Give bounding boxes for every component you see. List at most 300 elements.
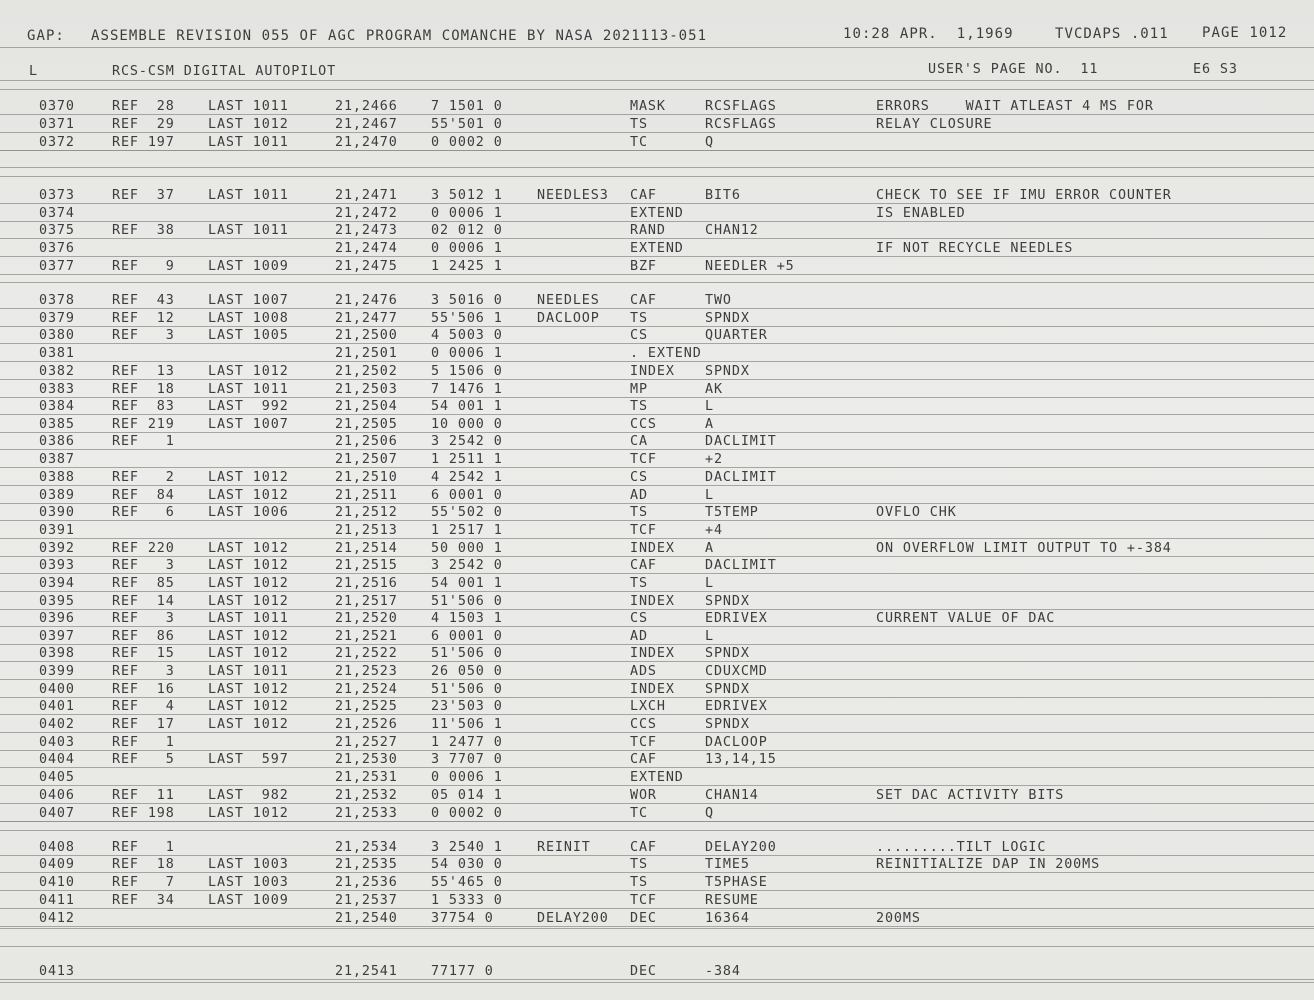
last-ref: LAST 1012 — [208, 646, 289, 661]
memory-address: 21,2527 — [335, 735, 398, 750]
opcode: TS — [630, 857, 648, 872]
line-number: 0387 — [39, 452, 75, 467]
line-number: 0373 — [39, 188, 75, 203]
ref-count: REF 86 — [112, 629, 175, 644]
line-number: 0382 — [39, 364, 75, 379]
ruled-line — [0, 732, 1314, 733]
ruled-line — [0, 47, 1314, 48]
ruled-line — [0, 821, 1314, 822]
octal-word: 0 0006 1 — [431, 241, 503, 256]
ruled-line — [0, 890, 1314, 891]
operand: Q — [705, 806, 714, 821]
line-number: 0405 — [39, 770, 75, 785]
ruled-line — [0, 946, 1314, 947]
operand: A — [705, 417, 714, 432]
ruled-line — [0, 855, 1314, 856]
octal-word: 23'503 0 — [431, 699, 503, 714]
opcode: TS — [630, 311, 648, 326]
operand: SPNDX — [705, 364, 750, 379]
symbol-label: NEEDLES — [537, 293, 600, 308]
octal-word: 1 2425 1 — [431, 259, 503, 274]
line-number: 0393 — [39, 558, 75, 573]
last-ref: LAST 1011 — [208, 223, 289, 238]
last-ref: LAST 1011 — [208, 382, 289, 397]
memory-address: 21,2475 — [335, 259, 398, 274]
ruled-line — [0, 343, 1314, 344]
octal-word: 55'506 1 — [431, 311, 503, 326]
opcode: CCS — [630, 417, 657, 432]
ruled-line — [0, 982, 1314, 983]
opcode: CA — [630, 434, 648, 449]
last-ref: LAST 1005 — [208, 328, 289, 343]
operand: +2 — [705, 452, 723, 467]
ref-count: REF 197 — [112, 135, 175, 150]
opcode: CCS — [630, 717, 657, 732]
opcode: LXCH — [630, 699, 666, 714]
opcode: CAF — [630, 293, 657, 308]
memory-address: 21,2477 — [335, 311, 398, 326]
symbol-label: DACLOOP — [537, 311, 600, 326]
opcode: INDEX — [630, 594, 675, 609]
ref-count: REF 1 — [112, 840, 175, 855]
memory-address: 21,2511 — [335, 488, 398, 503]
ruled-line — [0, 485, 1314, 486]
memory-address: 21,2523 — [335, 664, 398, 679]
ruled-line — [0, 591, 1314, 592]
operand: CDUXCMD — [705, 664, 768, 679]
opcode: . EXTEND — [630, 346, 702, 361]
memory-address: 21,2521 — [335, 629, 398, 644]
ref-count: REF 12 — [112, 311, 175, 326]
ref-count: REF 11 — [112, 788, 175, 803]
ref-count: REF 3 — [112, 664, 175, 679]
ruled-line — [0, 573, 1314, 574]
line-number: 0379 — [39, 311, 75, 326]
line-number: 0407 — [39, 806, 75, 821]
last-ref: LAST 1003 — [208, 875, 289, 890]
octal-word: 51'506 0 — [431, 594, 503, 609]
opcode: RAND — [630, 223, 666, 238]
operand: TWO — [705, 293, 732, 308]
octal-word: 37754 0 — [431, 911, 494, 926]
ref-count: REF 9 — [112, 259, 175, 274]
ref-count: REF 4 — [112, 699, 175, 714]
ref-count: REF 198 — [112, 806, 175, 821]
operand: L — [705, 399, 714, 414]
opcode: EXTEND — [630, 770, 684, 785]
ref-count: REF 3 — [112, 328, 175, 343]
comment: 200MS — [876, 911, 921, 926]
comment: REINITIALIZE DAP IN 200MS — [876, 857, 1101, 872]
operand: Q — [705, 135, 714, 150]
memory-address: 21,2512 — [335, 505, 398, 520]
ref-count: REF 15 — [112, 646, 175, 661]
ruled-line — [0, 449, 1314, 450]
line-number: 0402 — [39, 717, 75, 732]
operand: DACLIMIT — [705, 470, 777, 485]
opcode: TS — [630, 875, 648, 890]
opcode: BZF — [630, 259, 657, 274]
assembly-title: ASSEMBLE REVISION 055 OF AGC PROGRAM COMANCHE BY NASA 2021113-051 — [91, 28, 708, 44]
ruled-line — [0, 926, 1314, 927]
ruled-line — [0, 520, 1314, 521]
ref-count: REF 18 — [112, 382, 175, 397]
octal-word: 77177 0 — [431, 964, 494, 979]
octal-word: 0 0006 1 — [431, 346, 503, 361]
memory-address: 21,2524 — [335, 682, 398, 697]
memory-address: 21,2470 — [335, 135, 398, 150]
last-ref: LAST 1011 — [208, 99, 289, 114]
last-ref: LAST 1012 — [208, 470, 289, 485]
last-ref: LAST 1007 — [208, 293, 289, 308]
operand: DACLOOP — [705, 735, 768, 750]
last-ref: LAST 597 — [208, 752, 289, 767]
memory-address: 21,2510 — [335, 470, 398, 485]
line-number: 0401 — [39, 699, 75, 714]
line-number: 0370 — [39, 99, 75, 114]
ref-count: REF 1 — [112, 434, 175, 449]
opcode: TC — [630, 806, 648, 821]
operand: T5TEMP — [705, 505, 759, 520]
last-ref: LAST 1011 — [208, 611, 289, 626]
ruled-line — [0, 274, 1314, 275]
memory-address: 21,2520 — [335, 611, 398, 626]
octal-word: 7 1476 1 — [431, 382, 503, 397]
memory-address: 21,2541 — [335, 964, 398, 979]
memory-address: 21,2530 — [335, 752, 398, 767]
octal-word: 0 0006 1 — [431, 206, 503, 221]
line-number: 0409 — [39, 857, 75, 872]
opcode: WOR — [630, 788, 657, 803]
symbol-label: NEEDLES3 — [537, 188, 609, 203]
last-ref: LAST 1011 — [208, 188, 289, 203]
last-ref: LAST 1012 — [208, 682, 289, 697]
line-number: 0378 — [39, 293, 75, 308]
memory-address: 21,2506 — [335, 434, 398, 449]
last-ref: LAST 1012 — [208, 558, 289, 573]
section-title: RCS-CSM DIGITAL AUTOPILOT — [112, 64, 337, 79]
line-number: 0411 — [39, 893, 75, 908]
memory-address: 21,2513 — [335, 523, 398, 538]
octal-word: 50 000 1 — [431, 541, 503, 556]
memory-address: 21,2540 — [335, 911, 398, 926]
last-ref: LAST 1012 — [208, 594, 289, 609]
last-ref: LAST 1006 — [208, 505, 289, 520]
octal-word: 4 5003 0 — [431, 328, 503, 343]
opcode: CS — [630, 328, 648, 343]
opcode: DEC — [630, 911, 657, 926]
opcode: TCF — [630, 523, 657, 538]
octal-word: 51'506 0 — [431, 682, 503, 697]
ruled-line — [0, 432, 1314, 433]
last-ref: LAST 1008 — [208, 311, 289, 326]
operand: NEEDLER +5 — [705, 259, 795, 274]
memory-address: 21,2476 — [335, 293, 398, 308]
memory-address: 21,2515 — [335, 558, 398, 573]
opcode: AD — [630, 629, 648, 644]
opcode: EXTEND — [630, 206, 684, 221]
last-ref: LAST 1011 — [208, 135, 289, 150]
operand: L — [705, 576, 714, 591]
octal-word: 05 014 1 — [431, 788, 503, 803]
memory-address: 21,2525 — [335, 699, 398, 714]
symbol-label: DELAY200 — [537, 911, 609, 926]
ruled-line — [0, 626, 1314, 627]
operand: RCSFLAGS — [705, 117, 777, 132]
last-ref: LAST 1012 — [208, 117, 289, 132]
ruled-line — [0, 830, 1314, 831]
operand: AK — [705, 382, 723, 397]
memory-address: 21,2535 — [335, 857, 398, 872]
ruled-line — [0, 80, 1314, 81]
comment: ON OVERFLOW LIMIT OUTPUT TO +-384 — [876, 541, 1172, 556]
operand: SPNDX — [705, 646, 750, 661]
opcode: CAF — [630, 752, 657, 767]
octal-word: 54 001 1 — [431, 576, 503, 591]
opcode: TC — [630, 135, 648, 150]
line-number: 0388 — [39, 470, 75, 485]
octal-word: 3 2542 0 — [431, 558, 503, 573]
ruled-line — [0, 872, 1314, 873]
operand: RCSFLAGS — [705, 99, 777, 114]
ref-count: REF 1 — [112, 735, 175, 750]
ruled-line — [0, 503, 1314, 504]
page-number: PAGE 1012 — [1202, 25, 1288, 41]
operand: DACLIMIT — [705, 558, 777, 573]
operand: 16364 — [705, 911, 750, 926]
line-number: 0375 — [39, 223, 75, 238]
ref-count: REF 13 — [112, 364, 175, 379]
ruled-line — [0, 979, 1314, 980]
ruled-line — [0, 176, 1314, 177]
octal-word: 1 2517 1 — [431, 523, 503, 538]
operand: CHAN14 — [705, 788, 759, 803]
line-number: 0400 — [39, 682, 75, 697]
opcode: AD — [630, 488, 648, 503]
ref-count: REF 14 — [112, 594, 175, 609]
gap-label: GAP: — [27, 28, 65, 44]
octal-word: 3 5012 1 — [431, 188, 503, 203]
memory-address: 21,2522 — [335, 646, 398, 661]
last-ref: LAST 1012 — [208, 806, 289, 821]
opcode: TS — [630, 117, 648, 132]
ref-count: REF 37 — [112, 188, 175, 203]
octal-word: 54 001 1 — [431, 399, 503, 414]
opcode: CS — [630, 470, 648, 485]
ruled-line — [0, 803, 1314, 804]
ruled-line — [0, 908, 1314, 909]
ref-count: REF 3 — [112, 558, 175, 573]
operand: SPNDX — [705, 682, 750, 697]
memory-address: 21,2471 — [335, 188, 398, 203]
octal-word: 11'506 1 — [431, 717, 503, 732]
line-number: 0381 — [39, 346, 75, 361]
ruled-line — [0, 467, 1314, 468]
operand: 13,14,15 — [705, 752, 777, 767]
octal-word: 5 1506 0 — [431, 364, 503, 379]
line-number: 0397 — [39, 629, 75, 644]
memory-address: 21,2473 — [335, 223, 398, 238]
octal-word: 3 7707 0 — [431, 752, 503, 767]
line-number: 0399 — [39, 664, 75, 679]
comment: OVFLO CHK — [876, 505, 957, 520]
ruled-line — [0, 750, 1314, 751]
octal-word: 55'465 0 — [431, 875, 503, 890]
opcode: MP — [630, 382, 648, 397]
operand: L — [705, 488, 714, 503]
operand: QUARTER — [705, 328, 768, 343]
memory-address: 21,2472 — [335, 206, 398, 221]
memory-address: 21,2537 — [335, 893, 398, 908]
operand: DACLIMIT — [705, 434, 777, 449]
memory-address: 21,2514 — [335, 541, 398, 556]
line-number: 0386 — [39, 434, 75, 449]
ruled-line — [0, 282, 1314, 283]
operand: RESUME — [705, 893, 759, 908]
line-number: 0412 — [39, 911, 75, 926]
ruled-line — [0, 767, 1314, 768]
opcode: EXTEND — [630, 241, 684, 256]
ruled-line — [0, 414, 1314, 415]
octal-word: 4 2542 1 — [431, 470, 503, 485]
print-timestamp: 10:28 APR. 1,1969 — [843, 26, 1014, 42]
memory-address: 21,2507 — [335, 452, 398, 467]
ref-count: REF 38 — [112, 223, 175, 238]
last-ref: LAST 1003 — [208, 857, 289, 872]
memory-address: 21,2536 — [335, 875, 398, 890]
memory-address: 21,2500 — [335, 328, 398, 343]
opcode: CAF — [630, 188, 657, 203]
ref-count: REF 6 — [112, 505, 175, 520]
octal-word: 4 1503 1 — [431, 611, 503, 626]
opcode: CAF — [630, 558, 657, 573]
comment: .........TILT LOGIC — [876, 840, 1047, 855]
operand: SPNDX — [705, 311, 750, 326]
ruled-line — [0, 679, 1314, 680]
opcode: ADS — [630, 664, 657, 679]
line-number: 0398 — [39, 646, 75, 661]
opcode: TCF — [630, 735, 657, 750]
operand: T5PHASE — [705, 875, 768, 890]
opcode: TS — [630, 399, 648, 414]
octal-word: 51'506 0 — [431, 646, 503, 661]
comment: IS ENABLED — [876, 206, 966, 221]
operand: SPNDX — [705, 594, 750, 609]
ruled-line — [0, 308, 1314, 309]
memory-address: 21,2505 — [335, 417, 398, 432]
opcode: CS — [630, 611, 648, 626]
line-number: 0385 — [39, 417, 75, 432]
memory-address: 21,2531 — [335, 770, 398, 785]
octal-word: 7 1501 0 — [431, 99, 503, 114]
memory-address: 21,2533 — [335, 806, 398, 821]
octal-word: 10 000 0 — [431, 417, 503, 432]
memory-address: 21,2467 — [335, 117, 398, 132]
ref-count: REF 3 — [112, 611, 175, 626]
last-ref: LAST 1012 — [208, 488, 289, 503]
octal-word: 0 0002 0 — [431, 135, 503, 150]
ruled-line — [0, 397, 1314, 398]
opcode: INDEX — [630, 541, 675, 556]
memory-address: 21,2526 — [335, 717, 398, 732]
operand: DELAY200 — [705, 840, 777, 855]
program-id: TVCDAPS .011 — [1055, 26, 1169, 42]
line-number: 0371 — [39, 117, 75, 132]
operand: TIME5 — [705, 857, 750, 872]
ref-count: REF 16 — [112, 682, 175, 697]
ref-count: REF 5 — [112, 752, 175, 767]
comment: IF NOT RECYCLE NEEDLES — [876, 241, 1074, 256]
comment: CHECK TO SEE IF IMU ERROR COUNTER — [876, 188, 1172, 203]
octal-word: 1 5333 0 — [431, 893, 503, 908]
last-ref: LAST 1012 — [208, 699, 289, 714]
operand: CHAN12 — [705, 223, 759, 238]
line-number: 0410 — [39, 875, 75, 890]
last-ref: LAST 1012 — [208, 541, 289, 556]
opcode: CAF — [630, 840, 657, 855]
memory-address: 21,2534 — [335, 840, 398, 855]
line-number: 0408 — [39, 840, 75, 855]
line-number: 0406 — [39, 788, 75, 803]
opcode: DEC — [630, 964, 657, 979]
last-ref: LAST 1012 — [208, 717, 289, 732]
ref-count: REF 43 — [112, 293, 175, 308]
ref-count: REF 219 — [112, 417, 175, 432]
octal-word: 1 2511 1 — [431, 452, 503, 467]
ref-count: REF 84 — [112, 488, 175, 503]
ref-count: REF 29 — [112, 117, 175, 132]
ruled-line — [0, 89, 1314, 90]
ruled-line — [0, 150, 1314, 151]
line-number: 0403 — [39, 735, 75, 750]
operand: L — [705, 629, 714, 644]
octal-word: 54 030 0 — [431, 857, 503, 872]
last-ref: LAST 982 — [208, 788, 289, 803]
line-number: 0384 — [39, 399, 75, 414]
octal-word: 6 0001 0 — [431, 488, 503, 503]
ref-count: REF 28 — [112, 99, 175, 114]
memory-address: 21,2516 — [335, 576, 398, 591]
operand: -384 — [705, 964, 741, 979]
line-number: 0394 — [39, 576, 75, 591]
ref-count: REF 85 — [112, 576, 175, 591]
ref-count: REF 220 — [112, 541, 175, 556]
ref-count: REF 7 — [112, 875, 175, 890]
memory-address: 21,2503 — [335, 382, 398, 397]
line-number: 0396 — [39, 611, 75, 626]
operand: EDRIVEX — [705, 699, 768, 714]
octal-word: 55'501 0 — [431, 117, 503, 132]
opcode: TS — [630, 505, 648, 520]
octal-word: 6 0001 0 — [431, 629, 503, 644]
operand: +4 — [705, 523, 723, 538]
octal-word: 26 050 0 — [431, 664, 503, 679]
operand: A — [705, 541, 714, 556]
last-ref: LAST 1012 — [208, 576, 289, 591]
octal-word: 02 012 0 — [431, 223, 503, 238]
ruled-line — [0, 326, 1314, 327]
memory-address: 21,2501 — [335, 346, 398, 361]
symbol-label: REINIT — [537, 840, 591, 855]
memory-address: 21,2502 — [335, 364, 398, 379]
memory-address: 21,2466 — [335, 99, 398, 114]
memory-address: 21,2532 — [335, 788, 398, 803]
ruled-line — [0, 132, 1314, 133]
opcode: INDEX — [630, 364, 675, 379]
ref-count: REF 34 — [112, 893, 175, 908]
opcode: MASK — [630, 99, 666, 114]
opcode: INDEX — [630, 646, 675, 661]
